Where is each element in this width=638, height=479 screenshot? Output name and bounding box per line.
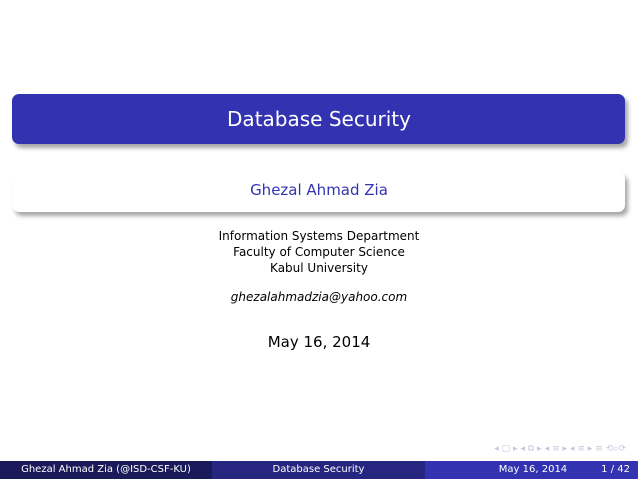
footer-title: Database Security [212,461,425,479]
institute-line: Kabul University [270,261,368,275]
author-email: ghezalahmadzia@yahoo.com [230,290,408,304]
nav-list-icon[interactable]: ≡ [595,444,603,454]
slide-title: Database Security [227,107,411,131]
footer-author: Ghezal Ahmad Zia (@ISD-CSF-KU) [0,461,212,479]
institute [0,228,638,276]
nav-first-icon[interactable]: ◂ ▢ ▸ [494,444,518,454]
presentation-date: May 16, 2014 [267,333,371,351]
nav-section-icon[interactable]: ◂ ≡ ▸ [570,444,593,454]
footer [0,461,638,479]
footer-right [425,461,638,479]
institute-line: Information Systems Department [218,229,420,243]
nav-subsection-icon[interactable]: ◂ ≡ ▸ [544,444,568,454]
institute-line: Faculty of Computer Science [233,245,405,259]
author-name: Ghezal Ahmad Zia [250,181,388,199]
navigation-bar [494,442,626,456]
nav-frame-icon[interactable]: ◂ ⧉ ▸ [520,444,542,454]
footer-date: May 16, 2014 [498,464,568,475]
page-number: 1 / 42 [601,464,630,475]
nav-search-icon[interactable]: ⟲⌕⟳ [605,444,626,454]
